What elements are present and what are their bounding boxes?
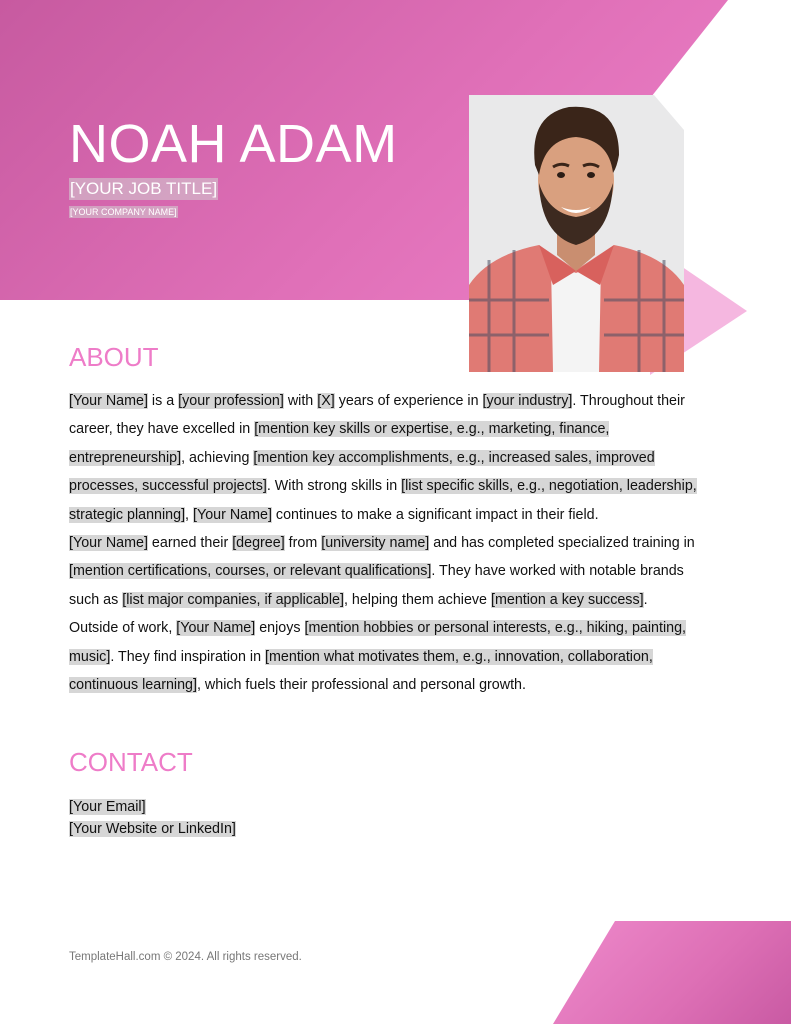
job-title-placeholder[interactable]: [YOUR JOB TITLE] — [70, 179, 218, 198]
about-text — [69, 387, 709, 699]
contact-heading: CONTACT — [69, 747, 193, 777]
body-text: continues to make a significant impact in their field. — [271, 506, 599, 523]
placeholder-text[interactable]: [mention what motivates them, e.g., innovation, collaboration, continuous learning] — [69, 648, 653, 694]
decorative-corner-shape — [553, 921, 791, 1024]
about-paragraph — [69, 387, 709, 529]
body-text: . — [643, 591, 648, 608]
placeholder-text[interactable]: [list specific skills, e.g., negotiation, leadership, strategic planning] — [69, 478, 697, 523]
placeholder-text[interactable]: [mention hobbies or personal interests, e.g., hiking, painting, music] — [69, 620, 686, 665]
placeholder-text[interactable]: [degree] — [232, 535, 285, 552]
body-text: Outside of work, — [69, 620, 177, 637]
placeholder-text[interactable]: [list major companies, if applicable] — [122, 591, 344, 608]
placeholder-text[interactable]: [Your Name] — [69, 393, 148, 409]
body-text: , which fuels their professional and personal growth. — [196, 677, 526, 694]
placeholder-text[interactable]: [mention certifications, courses, or relevant qualifications] — [69, 563, 432, 580]
footer-copyright: TemplateHall.com © 2024. All rights reserved. — [69, 951, 302, 963]
about-heading: ABOUT — [69, 342, 159, 372]
body-text: , achieving — [181, 449, 254, 466]
resume-name: NOAH ADAM — [69, 114, 398, 174]
body-text: . They have worked with notable brands such as — [69, 563, 684, 608]
about-paragraph — [69, 614, 709, 699]
profile-photo — [469, 95, 684, 372]
body-text: with — [283, 393, 318, 409]
body-text: , helping them achieve — [343, 591, 491, 608]
email-placeholder[interactable]: [Your Email] — [69, 799, 146, 815]
body-text: . With strong skills in — [266, 478, 402, 495]
placeholder-text[interactable]: [X] — [317, 393, 335, 409]
body-text: earned their — [147, 535, 233, 552]
placeholder-text[interactable]: [Your Name] — [176, 620, 256, 637]
placeholder-text[interactable]: [your profession] — [178, 393, 284, 409]
about-paragraph — [69, 529, 709, 614]
body-text: and has completed specialized training in — [429, 535, 695, 552]
body-text: is a — [147, 393, 179, 409]
website-placeholder[interactable]: [Your Website or LinkedIn] — [69, 821, 236, 837]
placeholder-text[interactable]: [university name] — [321, 535, 430, 552]
placeholder-text[interactable]: [Your Name] — [69, 535, 148, 552]
body-text: , — [185, 506, 193, 523]
body-text: . They find inspiration in — [110, 648, 266, 665]
body-text: . Throughout their career, they have excelled in — [69, 393, 685, 438]
company-name-placeholder[interactable]: [YOUR COMPANY NAME] — [70, 207, 177, 217]
contact-list — [69, 796, 236, 840]
body-text: years of experience in — [334, 393, 483, 409]
placeholder-text[interactable]: [mention a key success] — [491, 591, 644, 608]
body-text: enjoys — [255, 620, 305, 637]
body-text: from — [284, 535, 322, 552]
placeholder-text[interactable]: [your industry] — [482, 393, 573, 409]
placeholder-text[interactable]: [mention key skills or expertise, e.g., marketing, finance, entrepreneurship] — [69, 421, 610, 466]
placeholder-text[interactable]: [Your Name] — [193, 506, 272, 523]
placeholder-text[interactable]: [mention key accomplishments, e.g., increased sales, improved processes, successful projects] — [69, 449, 655, 495]
